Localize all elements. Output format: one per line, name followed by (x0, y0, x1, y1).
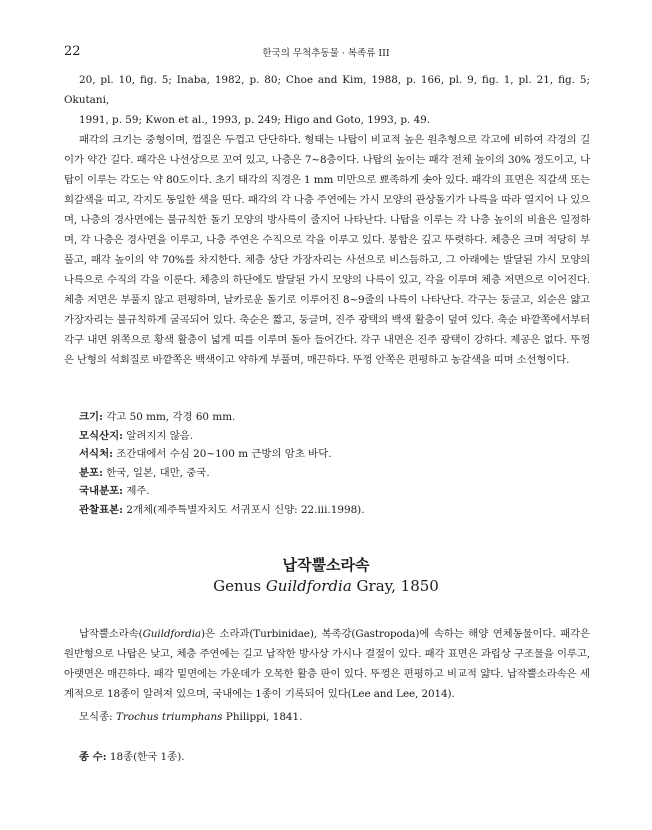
page-number: 22 (64, 44, 81, 59)
genus-desc-part-a: 납작뿔소라속( (79, 628, 143, 640)
fact-specimens-label: 관찰표본 (79, 503, 120, 516)
fact-distribution: 분포: 한국, 일본, 대만, 중국. (79, 466, 210, 479)
fact-habitat-value: 조간대에서 수심 20~100 m 근방의 암초 바닥. (116, 448, 332, 461)
fact-distribution-value: 한국, 일본, 대만, 중국. (106, 466, 210, 479)
species-count: 종 수: 18종(한국 1종). (79, 751, 185, 763)
fact-type-locality: 모식산지: 알려지지 않음. (79, 429, 194, 442)
references-line-1: 20, pl. 10, fig. 5; Inaba, 1982, p. 80; Choe and Kim, 1988, p. 166, pl. 9, fig. 1, pl. 21, fig. 5; Okutani, (64, 74, 590, 106)
type-species-label: 모식종 (79, 711, 110, 723)
fact-size-value: 각고 50 mm, 각경 60 mm. (106, 411, 236, 423)
fact-specimens-value: 2개체(제주특별자치도 서귀포시 신양: 22.iii.1998). (126, 503, 365, 516)
fact-habitat-label: 서식처 (79, 448, 110, 461)
fact-size-label: 크기 (79, 411, 100, 423)
references-line-2: 1991, p. 59; Kwon et al., 1993, p. 249; Higo and Goto, 1993, p. 49. (79, 114, 431, 126)
genus-desc-part-b: )은 소라과(Turbinidae), 복족강(Gastropoda)에 속하는 해양 연체동물이다. 패각은 원반형으로 나탑은 낮고, 체층 주연에는 길고 납작한 방사상 가시나 결절이 있다. 패각 표면은 과립상 구조물을 이루고, 아랫면은 매끈하다. 패각 밑면에는 가운데가 오목한 활층 판이 있다. 뚜껑은 편평하고 비교적 얇다. 납작뿔소라속은 세계적으로 18종이 알려져 있으며, 국내에는 1종이 기록되어 있다(Lee and Lee, 2014). (64, 628, 591, 700)
genus-description (64, 624, 590, 704)
fact-type-locality-value: 알려지지 않음. (126, 429, 194, 442)
shell-description: 패각의 크기는 중형이며, 껍질은 두껍고 단단하다. 형태는 나탑이 비교적 높은 원추형으로 각고에 비하여 각경의 길이가 약간 길다. 패각은 나선상으로 꼬여 있고, 나층은 7~8층이다. 나탑의 높이는 패각 전체 높이의 30% 정도이고, 나탑이 이루는 각도는 약 80도이다. 초기 태각의 직경은 1 mm 미만으로 뾰족하게 솟아 있다. 패각의 표면은 직갈색 또는 회갈색을 띠고, 각지도 동일한 색을 띤다. 패각의 각 나층 주연에는 가시 모양의 관상돌기가 나륵을 따라 열지어 나 있으며, 나층의 경사면에는 불규칙한 돌기 모양의 방사륵이 줄지어 나타난다. 나탑을 이루는 각 나층 높이의 비율은 일정하며, 각 나층은 경사면을 이루고, 나층 주연은 수직으로 각을 이루고 있다. 봉합은 깊고 뚜렷하다. 체층은 크며 적당히 부풀고, 패각 높이의 약 70%를 차지한다. 체층 상단 가장자리는 사선으로 비스듬하고, 그 아래에는 발달된 가시 모양의 나륵으로 수직의 각을 이룬다. 체층의 하단에도 발달된 가시 모양의 나륵이 있고, 각을 이루며 체층 저면으로 이어진다. 체층 저면은 부풀지 않고 편평하며, 날카로운 돌기로 이루어진 8~9줄의 나륵이 나타난다. 각구는 둥글고, 외순은 얇고 가장자리는 불규칙하게 굴곡되어 있다. 축순은 짧고, 둥글며, 진주 광택의 백색 활층이 덮여 있다. 축순 바깥쪽에서부터 각구 내면 위쪽으로 황색 활층이 넓게 띠를 이루며 돌아 들어간다. 각구 내면은 진주 광택이 강하다. 제공은 없다. 뚜껑은 난형의 석회질로 바깥쪽은 백색이고 약하게 부풀며, 매끈하다. 뚜껑 안쪽은 편평하고 농갈색을 띠며 소선형이다. (64, 134, 590, 366)
fact-korean-distribution-value: 제주. (126, 485, 150, 498)
genus-korean-title: 납작뿔소라속 (282, 556, 370, 574)
genus-scientific-title (0, 577, 652, 595)
fact-korean-distribution-label: 국내분포 (79, 485, 120, 498)
references-paragraph (64, 70, 590, 130)
fact-distribution-label: 분포 (79, 466, 100, 479)
type-species-name: Trochus triumphans (115, 711, 223, 723)
fact-type-locality-label: 모식산지 (79, 429, 120, 442)
genus-desc-italic-name: Guildfordia (142, 628, 202, 640)
fact-habitat: 서식처: 조간대에서 수심 20~100 m 근방의 암초 바닥. (79, 448, 332, 461)
genus-title-prefix: Genus (213, 577, 262, 595)
running-header: 한국의 무척추동물 · 복족류 III (262, 48, 390, 59)
type-species-author: Philippi, 1841. (225, 711, 303, 723)
genus-title-author: Gray, 1850 (356, 577, 439, 595)
genus-title-name: Guildfordia (265, 577, 352, 595)
fact-specimens: 관찰표본: 2개체(제주특별자치도 서귀포시 신양: 22.iii.1998). (79, 503, 365, 516)
species-count-label: 종 수 (79, 751, 103, 763)
species-count-value: 18종(한국 1종). (109, 751, 185, 763)
type-species: 모식종: Trochus triumphans Philippi, 1841. (79, 711, 303, 723)
fact-size: 크기: 각고 50 mm, 각경 60 mm. (79, 411, 236, 423)
fact-korean-distribution: 국내분포: 제주. (79, 485, 150, 498)
species-facts (64, 408, 590, 520)
